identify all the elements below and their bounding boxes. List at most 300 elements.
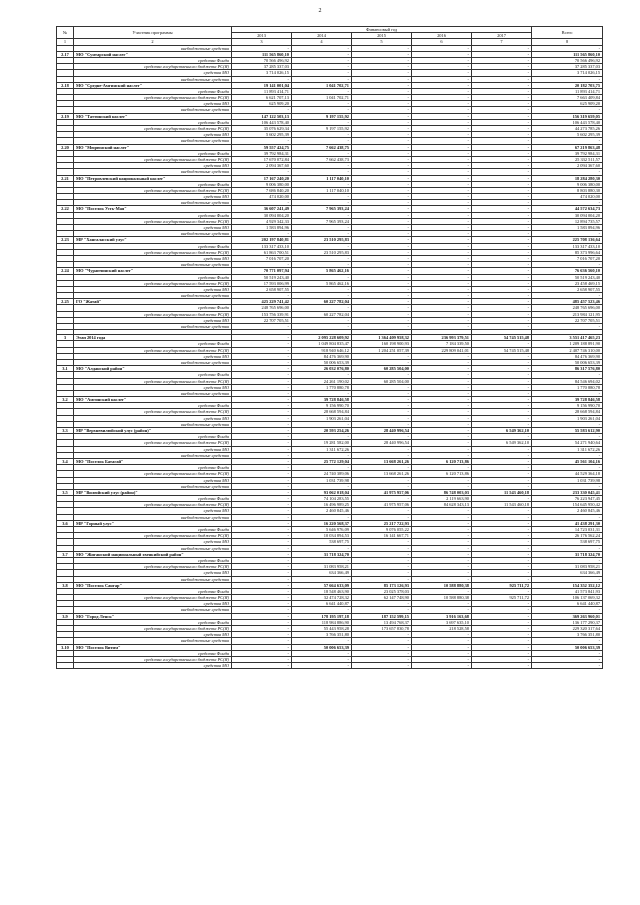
year-amount-cell: - xyxy=(412,262,472,268)
year-amount-cell: - xyxy=(352,249,412,255)
year-amount-cell: 6 621 707,13 xyxy=(232,95,292,101)
year-amount-cell: - xyxy=(352,644,412,650)
year-amount-cell: - xyxy=(232,626,292,632)
year-amount-cell: - xyxy=(292,132,352,138)
year-amount-cell: - xyxy=(472,626,532,632)
year-amount-cell: - xyxy=(232,508,292,514)
year-amount-cell: - xyxy=(352,299,412,305)
year-amount-cell: 9 197 155,92 xyxy=(292,126,352,132)
year-amount-cell: - xyxy=(472,144,532,150)
funding-source-label: средства МО xyxy=(74,255,232,261)
year-amount-cell: - xyxy=(352,95,412,101)
year-amount-cell: 248 765 696,00 xyxy=(232,305,292,311)
year-amount-cell: - xyxy=(472,588,532,594)
year-amount-cell: 39 728 846,58 xyxy=(292,397,352,403)
year-amount-cell: - xyxy=(232,502,292,508)
year-amount-cell: - xyxy=(472,421,532,427)
total-cell: 485 457 523,46 xyxy=(532,299,603,305)
year-amount-cell: - xyxy=(352,421,412,427)
funding-source-label: внебюджетные средства xyxy=(74,576,232,582)
year-amount-cell: - xyxy=(352,82,412,88)
year-amount-cell: - xyxy=(472,51,532,57)
year-amount-cell: 1 049 804 835,47 xyxy=(292,341,352,347)
page-number: 2 xyxy=(318,8,322,14)
year-amount-cell: - xyxy=(292,101,352,107)
year-amount-cell: - xyxy=(292,255,352,261)
year-amount-cell: 16 220 568,37 xyxy=(292,520,352,526)
year-amount-cell: - xyxy=(232,582,292,588)
year-amount-cell: - xyxy=(232,520,292,526)
participant-name: МО "Средне-Амгинский наслег" xyxy=(74,82,232,88)
total-cell: 106 443 578,40 xyxy=(532,119,603,125)
year-amount-cell: 61 863 700,51 xyxy=(232,249,292,255)
year-amount-cell: - xyxy=(292,324,352,330)
funding-source-label: средства Фонда xyxy=(74,496,232,502)
year-amount-cell: 160 198 900,93 xyxy=(352,341,412,347)
year-amount-cell: - xyxy=(232,293,292,299)
header-total: Всего xyxy=(532,27,603,39)
funding-source-label: средства МО xyxy=(74,663,232,669)
year-amount-cell: 9 076 055,22 xyxy=(352,527,412,533)
year-amount-cell: 6 549 362,10 xyxy=(472,440,532,446)
total-cell: 248 765 696,00 xyxy=(532,305,603,311)
header-year: 2014 xyxy=(292,33,352,39)
funding-source-label: средства государственного бюджета РС(Я) xyxy=(74,64,232,70)
year-amount-cell: - xyxy=(232,169,292,175)
participant-name: МО "Поселок Сангар" xyxy=(74,582,232,588)
total-cell: - xyxy=(532,557,603,563)
year-amount-cell: - xyxy=(472,533,532,539)
total-cell: - xyxy=(532,76,603,82)
year-amount-cell: - xyxy=(472,508,532,514)
year-amount-cell: - xyxy=(352,268,412,274)
year-amount-cell: - xyxy=(352,650,412,656)
year-amount-cell: - xyxy=(412,181,472,187)
year-amount-cell: - xyxy=(352,175,412,181)
year-amount-cell: - xyxy=(412,268,472,274)
year-amount-cell: - xyxy=(232,551,292,557)
year-amount-cell: 147 122 503,13 xyxy=(232,113,292,119)
total-cell: 233 330 045,41 xyxy=(532,489,603,495)
year-amount-cell: 425 229 741,42 xyxy=(232,299,292,305)
year-amount-cell: - xyxy=(472,372,532,378)
column-index: 4 xyxy=(292,39,352,45)
year-amount-cell: 7 016 707,20 xyxy=(232,255,292,261)
year-amount-cell: - xyxy=(472,403,532,409)
year-amount-cell: - xyxy=(472,483,532,489)
year-amount-cell: 1 041 702,71 xyxy=(292,95,352,101)
participant-name: МО "Алданский район" xyxy=(74,366,232,372)
funding-source-label: внебюджетные средства xyxy=(74,293,232,299)
participant-name: МО "Сунтарский наслег" xyxy=(74,51,232,57)
header-year: 2017 xyxy=(472,33,532,39)
year-amount-cell: 60 227 782,04 xyxy=(292,311,352,317)
year-amount-cell: - xyxy=(472,150,532,156)
funding-source-label: средства государственного бюджета РС(Я) xyxy=(74,156,232,162)
year-amount-cell: 10 034 894,53 xyxy=(292,533,352,539)
year-amount-cell: - xyxy=(292,181,352,187)
total-cell: - xyxy=(532,169,603,175)
year-amount-cell: 1 041 702,71 xyxy=(292,82,352,88)
column-index: 5 xyxy=(352,39,412,45)
total-cell: - xyxy=(532,372,603,378)
year-amount-cell: - xyxy=(292,138,352,144)
year-amount-cell: 173 657 830,78 xyxy=(352,626,412,632)
year-amount-cell: - xyxy=(472,163,532,169)
year-amount-cell: - xyxy=(472,187,532,193)
year-amount-cell: - xyxy=(412,632,472,638)
year-amount-cell: - xyxy=(472,663,532,669)
total-cell: 2 407 746 310,00 xyxy=(532,347,603,353)
total-cell: 44 572 634,73 xyxy=(532,206,603,212)
year-amount-cell: 634 366,49 xyxy=(292,570,352,576)
funding-source-label: средства государственного бюджета РС(Я) xyxy=(74,218,232,224)
participant-name: МО "Амгинский наслег" xyxy=(74,397,232,403)
funding-source-label: средства государственного бюджета РС(Я) xyxy=(74,95,232,101)
year-amount-cell: - xyxy=(232,570,292,576)
year-amount-cell: - xyxy=(412,446,472,452)
total-cell: - xyxy=(532,607,603,613)
funding-source-label: внебюджетные средства xyxy=(74,452,232,458)
total-cell: 18 284 280,30 xyxy=(532,175,603,181)
year-amount-cell: 3 766 351,80 xyxy=(292,632,352,638)
total-cell: - xyxy=(532,545,603,551)
total-cell: 225 708 136,64 xyxy=(532,237,603,243)
year-amount-cell: - xyxy=(472,293,532,299)
year-amount-cell: - xyxy=(472,570,532,576)
year-amount-cell: - xyxy=(292,51,352,57)
year-amount-cell: - xyxy=(412,557,472,563)
year-amount-cell: 84 476 369,90 xyxy=(292,353,352,359)
year-amount-cell: - xyxy=(352,446,412,452)
year-amount-cell: - xyxy=(232,514,292,520)
year-amount-cell: - xyxy=(352,477,412,483)
year-amount-cell: - xyxy=(292,107,352,113)
funding-source-label: средства государственного бюджета РС(Я) xyxy=(74,533,232,539)
year-amount-cell: - xyxy=(352,237,412,243)
funding-source-label: средства Фонда xyxy=(74,403,232,409)
year-amount-cell: - xyxy=(232,545,292,551)
funding-source-label: средства Фонда xyxy=(74,527,232,533)
year-amount-cell: - xyxy=(412,421,472,427)
year-amount-cell: - xyxy=(292,262,352,268)
year-amount-cell: - xyxy=(232,138,292,144)
year-amount-cell: 22 707 705,51 xyxy=(232,317,292,323)
funding-source-label: средства Фонда xyxy=(74,305,232,311)
year-amount-cell: - xyxy=(292,57,352,63)
year-amount-cell: - xyxy=(292,557,352,563)
year-amount-cell: - xyxy=(352,194,412,200)
funding-source-label: средства Фонда xyxy=(74,465,232,471)
year-amount-cell: 7 662 438,75 xyxy=(292,144,352,150)
year-amount-cell: 26 032 076,80 xyxy=(292,366,352,372)
year-amount-cell: 178 195 197,18 xyxy=(292,613,352,619)
total-cell: 45 561 104,16 xyxy=(532,458,603,464)
funding-source-label: внебюджетные средства xyxy=(74,200,232,206)
year-amount-cell: - xyxy=(472,237,532,243)
year-amount-cell: - xyxy=(472,613,532,619)
funding-source-label: средства Фонда xyxy=(74,181,232,187)
total-cell: 25 332 511,57 xyxy=(532,156,603,162)
year-amount-cell: - xyxy=(412,311,472,317)
funding-source-label: средства МО xyxy=(74,539,232,545)
year-amount-cell: - xyxy=(472,101,532,107)
year-amount-cell: 16 141 667,71 xyxy=(352,533,412,539)
total-cell: 44 529 364,18 xyxy=(532,471,603,477)
row-number: 2.22 xyxy=(57,206,74,212)
year-amount-cell: - xyxy=(352,262,412,268)
year-amount-cell: - xyxy=(412,545,472,551)
year-amount-cell: 17 593 006,99 xyxy=(232,280,292,286)
year-amount-cell: - xyxy=(472,458,532,464)
year-amount-cell: 25 772 129,04 xyxy=(292,458,352,464)
funding-source-label: средства Фонда xyxy=(74,119,232,125)
total-cell: 84 546 694,02 xyxy=(532,378,603,384)
total-cell: 14 723 031,31 xyxy=(532,527,603,533)
funding-source-label: средства МО xyxy=(74,446,232,452)
funding-source-label: внебюджетные средства xyxy=(74,638,232,644)
year-amount-cell: - xyxy=(352,465,412,471)
year-amount-cell: - xyxy=(472,88,532,94)
year-amount-cell: - xyxy=(472,206,532,212)
year-amount-cell: - xyxy=(412,64,472,70)
total-cell: 76 636 560,10 xyxy=(532,268,603,274)
year-amount-cell: - xyxy=(232,650,292,656)
total-cell: - xyxy=(532,390,603,396)
total-cell: 213 984 121,95 xyxy=(532,311,603,317)
year-amount-cell: - xyxy=(352,638,412,644)
year-amount-cell: - xyxy=(232,656,292,662)
year-amount-cell: 1 311 672,26 xyxy=(292,446,352,452)
year-amount-cell: 23 025 378,03 xyxy=(352,588,412,594)
year-amount-cell: - xyxy=(292,45,352,51)
funding-source-label: средства МО xyxy=(74,101,232,107)
year-amount-cell: 39 792 984,31 xyxy=(232,150,292,156)
year-amount-cell: - xyxy=(352,57,412,63)
year-amount-cell: - xyxy=(232,353,292,359)
year-amount-cell: 133 317 433,10 xyxy=(232,243,292,249)
row-number: 2.23 xyxy=(57,237,74,243)
year-amount-cell: - xyxy=(232,477,292,483)
year-amount-cell: - xyxy=(352,434,412,440)
year-amount-cell: 202 197 840,81 xyxy=(232,237,292,243)
year-amount-cell: - xyxy=(472,212,532,218)
year-amount-cell: 60 227 782,04 xyxy=(292,299,352,305)
total-cell: - xyxy=(532,45,603,51)
funding-source-label: внебюджетные средства xyxy=(74,107,232,113)
total-cell: 11 893 414,71 xyxy=(532,88,603,94)
year-amount-cell: - xyxy=(472,409,532,415)
year-amount-cell: - xyxy=(472,255,532,261)
year-amount-cell: - xyxy=(412,409,472,415)
funding-source-label: внебюджетные средства xyxy=(74,390,232,396)
year-amount-cell: 1 117 040,10 xyxy=(292,175,352,181)
funding-source-label: средства Фонда xyxy=(74,434,232,440)
year-amount-cell: - xyxy=(292,225,352,231)
participant-name: МО "Поселок Батагай" xyxy=(74,458,232,464)
year-amount-cell: 23 510 295,83 xyxy=(292,237,352,243)
year-amount-cell: - xyxy=(412,243,472,249)
funding-source-label: средства государственного бюджета РС(Я) xyxy=(74,347,232,353)
year-amount-cell: 54 745 515,48 xyxy=(472,347,532,353)
year-amount-cell: - xyxy=(232,595,292,601)
year-amount-cell: - xyxy=(412,156,472,162)
header-number: № xyxy=(57,27,74,39)
year-amount-cell: - xyxy=(352,144,412,150)
funding-source-label: средства Фонда xyxy=(74,212,232,218)
year-amount-cell: - xyxy=(472,200,532,206)
year-amount-cell: - xyxy=(352,539,412,545)
total-cell: 9 006 380,00 xyxy=(532,181,603,187)
year-amount-cell: 925 711,72 xyxy=(472,582,532,588)
year-amount-cell: - xyxy=(412,218,472,224)
year-amount-cell: - xyxy=(232,434,292,440)
year-amount-cell: - xyxy=(472,119,532,125)
year-amount-cell: - xyxy=(412,483,472,489)
year-amount-cell: - xyxy=(472,231,532,237)
year-amount-cell: - xyxy=(232,564,292,570)
year-amount-cell: - xyxy=(232,324,292,330)
row-number: 3.7 xyxy=(57,551,74,557)
funding-source-label: внебюджетные средства xyxy=(74,359,232,365)
funding-source-label: средства МО xyxy=(74,632,232,638)
total-cell: 31 718 324,70 xyxy=(532,551,603,557)
year-amount-cell: - xyxy=(472,132,532,138)
year-amount-cell: - xyxy=(232,576,292,582)
year-amount-cell: 925 711,72 xyxy=(472,595,532,601)
year-amount-cell: - xyxy=(352,483,412,489)
funding-source-label: внебюджетные средства xyxy=(74,138,232,144)
year-amount-cell: - xyxy=(292,274,352,280)
year-amount-cell: 17 167 240,20 xyxy=(232,175,292,181)
total-cell: - xyxy=(532,514,603,520)
year-amount-cell: - xyxy=(352,51,412,57)
year-amount-cell: - xyxy=(472,286,532,292)
row-number: 3.8 xyxy=(57,582,74,588)
year-amount-cell: - xyxy=(232,107,292,113)
year-amount-cell: - xyxy=(232,663,292,669)
year-amount-cell: - xyxy=(472,644,532,650)
year-amount-cell: - xyxy=(292,650,352,656)
year-amount-cell: - xyxy=(232,428,292,434)
funding-source-label: внебюджетные средства xyxy=(74,76,232,82)
participant-name: ГО "Жатай" xyxy=(74,299,232,305)
year-amount-cell: 13 668 261,26 xyxy=(352,471,412,477)
year-amount-cell: - xyxy=(472,181,532,187)
year-amount-cell: 19 281 582,00 xyxy=(292,440,352,446)
funding-source-label: внебюджетные средства xyxy=(74,45,232,51)
year-amount-cell: - xyxy=(352,76,412,82)
year-amount-cell: - xyxy=(412,415,472,421)
year-amount-cell: 7 965 393,24 xyxy=(292,218,352,224)
year-amount-cell: - xyxy=(352,156,412,162)
year-amount-cell: 55 443 958,28 xyxy=(292,626,352,632)
year-amount-cell: 11 893 414,71 xyxy=(232,88,292,94)
column-index: 8 xyxy=(532,39,603,45)
funding-source-label: средства государственного бюджета РС(Я) xyxy=(74,378,232,384)
participant-name: МР "Вилюйский улус (район)" xyxy=(74,489,232,495)
funding-source-label: внебюджетные средства xyxy=(74,231,232,237)
column-index: 6 xyxy=(412,39,472,45)
funding-source-label: средства МО xyxy=(74,508,232,514)
header-year: 2016 xyxy=(412,33,472,39)
funding-source-row xyxy=(57,663,603,669)
year-amount-cell: - xyxy=(472,280,532,286)
year-amount-cell: 187 152 599,15 xyxy=(352,613,412,619)
year-amount-cell: 13 668 261,26 xyxy=(352,458,412,464)
year-amount-cell: - xyxy=(472,138,532,144)
row-number: 3.10 xyxy=(57,644,74,650)
year-amount-cell: 5 865 462,16 xyxy=(292,280,352,286)
year-amount-cell: 50 006 653,39 xyxy=(292,644,352,650)
year-amount-cell: 118 984 886,90 xyxy=(292,619,352,625)
year-amount-cell: 60 285 504,00 xyxy=(352,378,412,384)
year-amount-cell: - xyxy=(352,107,412,113)
total-cell: 50 519 243,40 xyxy=(532,274,603,280)
year-amount-cell: 7 184 339,50 xyxy=(412,341,472,347)
year-amount-cell: - xyxy=(352,305,412,311)
year-amount-cell: - xyxy=(412,359,472,365)
year-amount-cell: - xyxy=(412,607,472,613)
year-amount-cell: - xyxy=(472,378,532,384)
funding-source-label: внебюджетные средства xyxy=(74,421,232,427)
year-amount-cell: - xyxy=(232,619,292,625)
total-cell: - xyxy=(532,638,603,644)
year-amount-cell: - xyxy=(472,311,532,317)
year-amount-cell: - xyxy=(412,57,472,63)
funding-source-label: внебюджетные средства xyxy=(74,324,232,330)
year-amount-cell: 30 094 004,20 xyxy=(232,212,292,218)
year-amount-cell: 474 020,00 xyxy=(232,194,292,200)
funding-source-label: средства Фонда xyxy=(74,557,232,563)
year-amount-cell: 11 543 460,18 xyxy=(472,489,532,495)
year-amount-cell: - xyxy=(232,372,292,378)
year-amount-cell: - xyxy=(232,496,292,502)
year-amount-cell: - xyxy=(412,539,472,545)
year-amount-cell: - xyxy=(472,359,532,365)
year-amount-cell: - xyxy=(352,132,412,138)
year-amount-cell: - xyxy=(232,607,292,613)
funding-source-label: средства государственного бюджета РС(Я) xyxy=(74,471,232,477)
total-cell: 2 658 907,55 xyxy=(532,286,603,292)
funding-source-label: внебюджетные средства xyxy=(74,514,232,520)
year-amount-cell: - xyxy=(352,397,412,403)
year-amount-cell: - xyxy=(232,409,292,415)
year-amount-cell: - xyxy=(232,489,292,495)
total-cell: 474 020,00 xyxy=(532,194,603,200)
year-amount-cell: - xyxy=(352,163,412,169)
year-amount-cell: 23 510 295,83 xyxy=(292,249,352,255)
year-amount-cell: - xyxy=(472,496,532,502)
year-amount-cell: - xyxy=(232,483,292,489)
year-amount-cell: 24 261 190,02 xyxy=(292,378,352,384)
year-amount-cell: 28 440 996,54 xyxy=(352,440,412,446)
year-amount-cell: 1 204 251 057,39 xyxy=(352,347,412,353)
funding-source-label: средства Фонда xyxy=(74,341,232,347)
funding-source-label: средства МО xyxy=(74,70,232,76)
year-amount-cell: - xyxy=(472,607,532,613)
total-cell: 23 458 469,15 xyxy=(532,280,603,286)
row-number: 3 xyxy=(57,335,74,341)
total-cell: - xyxy=(532,650,603,656)
year-amount-cell: 3 714 026,15 xyxy=(232,70,292,76)
year-amount-cell: 18 548 463,90 xyxy=(292,588,352,594)
year-amount-cell: - xyxy=(412,225,472,231)
year-amount-cell: - xyxy=(292,576,352,582)
year-amount-cell: - xyxy=(352,663,412,669)
participant-name: Этап 2014 года xyxy=(74,335,232,341)
year-amount-cell: - xyxy=(352,126,412,132)
